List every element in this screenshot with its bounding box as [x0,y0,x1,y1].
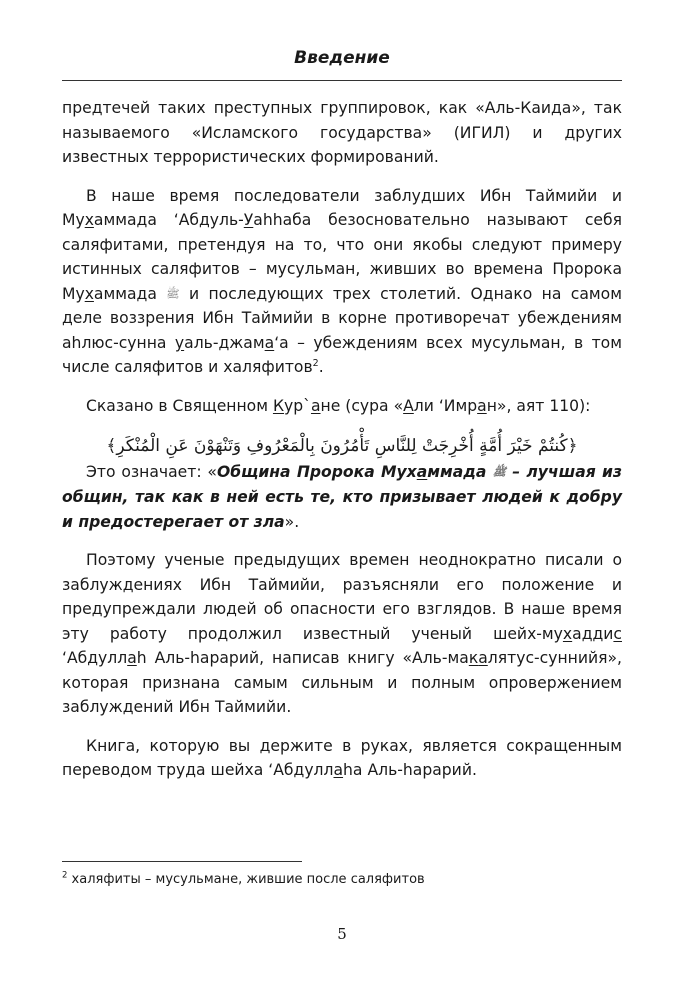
quote-emphasis: Община Пророка Мухаммада ﷺ – лучшая из общин, так как в ней есть те, кто призывает людей к добру и предостерегает от зла [62,463,622,531]
honorific-glyph: ﷺ [166,286,180,300]
header-divider [62,80,622,81]
paragraph-3: Сказано в Священном Кур`ане (сура «Али ‘Имран», аят 110): [86,396,591,415]
honorific-glyph: ﷺ [492,465,506,479]
paragraph-1: предтечей таких преступных группировок, как «Аль-Каида», так называемого «Исламского государства» (ИГИЛ) и других известных террористических формирований. [62,99,622,166]
footnote-ref: 2 [312,358,319,370]
body-text [62,96,622,783]
paragraph-4: Это означает: «Община Пророка Мухаммада ﷺ – лучшая из общин, так как в ней есть те, кто призывает людей к добру и предостерегает от зла». [62,463,622,531]
footnote-text: халяфиты – мусульмане, жившие после саляфитов [67,872,425,887]
paragraph-2: В наше время последователи заблудших Ибн Таймийи и Мухаммада ‘Абдуль-Уаhhаба безосновательно называют себя саляфитами, претендуя на то, что они якобы следуют примеру истинных саляфитов – мусульман, живших во времена Пророка Мухаммада ﷺ и последующих трех столетий. Однако на самом деле воззрения Ибн Таймийи в корне противоречат убеждениям аhлюс-сунна уаль-джама‘а – убеждениям всех мусульман, в том числе саляфитов и халяфитов$^2$. [62,186,622,377]
footnote-number: 2 [62,870,68,881]
paragraph-5: Поэтому ученые предыдущих времен неоднократно писали о заблуждениях Ибн Таймийи, разъясняли его положение и предупреждали людей об опасности его взглядов. В наше время эту работу продолжил известный ученый шейх-мухаддис ‘Абдуллаh Аль-hарарий, написав книгу «Аль-макалятус-суннийя», которая признана самым сильным и полным опровержением заблуждений Ибн Таймийи. [62,551,622,716]
page-header-title: Введение [294,48,390,68]
page-number: 5 [337,925,347,943]
quran-verse: ﴿كُنتُمْ خَيْرَ أُمَّةٍ أُخْرِجَتْ لِلنَّاسِ تَأْمُرُونَ بِالْمَعْرُوفِ وَتَنْهَوْنَ عَنِ الْمُنْكَرِ﴾ [106,436,578,457]
footnote-divider [62,861,302,862]
footnote [62,872,622,887]
paragraph-6: Книга, которую вы держите в руках, является сокращенным переводом труда шейха ‘Абдуллаhа Аль-hарарий. [62,736,622,779]
